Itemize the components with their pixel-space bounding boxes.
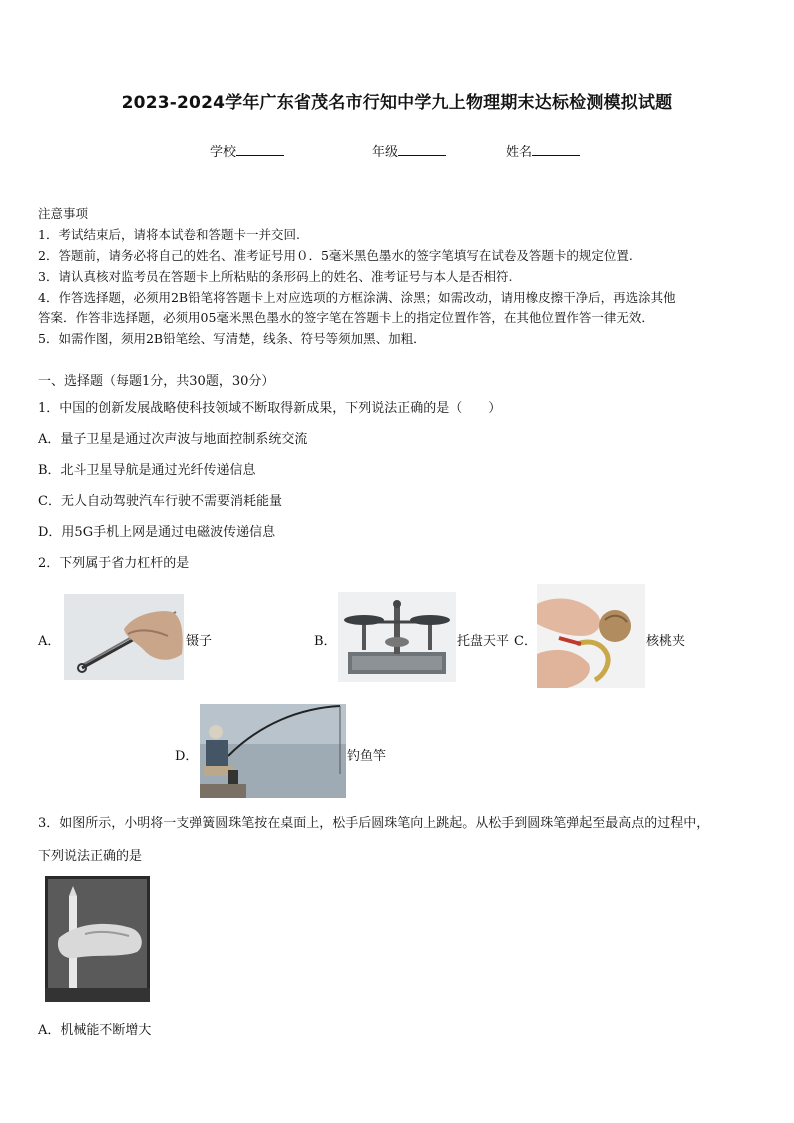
question-2-option-c-caption: 核桃夹 bbox=[646, 634, 686, 649]
question-1-option-a: A．量子卫星是通过次声波与地面控制系统交流 bbox=[38, 432, 308, 447]
notice-item: 5．如需作图，须用2B铅笔绘、写清楚，线条、符号等须加黑、加粗． bbox=[38, 331, 426, 346]
question-1-option-b: B．北斗卫星导航是通过光纤传递信息 bbox=[38, 463, 256, 478]
question-2-option-b-letter: B． bbox=[314, 634, 337, 649]
page-title: 2023-2024学年广东省茂名市行知中学九上物理期末达标检测模拟试题 bbox=[121, 93, 673, 113]
notice-item: 2．答题前，请务必将自己的姓名、准考证号用０．5毫米黑色墨水的签字笔填写在试卷及答题卡的规定位置. bbox=[38, 248, 633, 263]
name-blank bbox=[532, 143, 580, 156]
question-3-option-a: A．机械能不断增大 bbox=[38, 1023, 152, 1038]
balance-scale-image bbox=[338, 592, 456, 682]
pen-press-image bbox=[45, 876, 150, 1002]
notice-item: 答案．作答非选择题，必须用05毫米黑色墨水的签字笔在答题卡上的指定位置作答，在其他位置作答一律无效． bbox=[38, 310, 654, 325]
question-2-stem: 2．下列属于省力杠杆的是 bbox=[38, 556, 190, 571]
question-2-option-a-caption: 镊子 bbox=[186, 634, 213, 649]
question-2-option-d-caption: 钓鱼竿 bbox=[347, 749, 387, 764]
name-label: 姓名 bbox=[506, 145, 533, 160]
question-2-option-a-letter: A． bbox=[38, 634, 61, 649]
question-1-stem: 1．中国的创新发展战略使科技领域不断取得新成果，下列说法正确的是（ ） bbox=[38, 401, 502, 416]
fishing-rod-image bbox=[200, 704, 346, 798]
nutcracker-image bbox=[537, 584, 645, 688]
question-2-option-d-letter: D． bbox=[175, 749, 199, 764]
notice-item: 3．请认真核对监考员在答题卡上所粘贴的条形码上的姓名、准考证号与本人是否相符. bbox=[38, 269, 513, 284]
grade-field bbox=[372, 141, 446, 160]
school-blank bbox=[236, 143, 284, 156]
question-3-stem-line1: 3．如图所示，小明将一支弹簧圆珠笔按在桌面上，松手后圆珠笔向上跳起。从松手到圆珠笔弹起至最高点的过程中， bbox=[38, 816, 710, 831]
question-1-option-c: C．无人自动驾驶汽车行驶不需要消耗能量 bbox=[38, 494, 282, 509]
name-field bbox=[506, 141, 580, 160]
notice-item: 4．作答选择题，必须用2B铅笔将答题卡上对应选项的方框涂满、涂黑；如需改动，请用橡皮擦干净后，再选涂其他 bbox=[38, 290, 676, 305]
section-heading: 一、选择题（每题1分，共30题，30分） bbox=[38, 374, 275, 389]
school-field bbox=[210, 141, 284, 160]
question-3-stem-line2: 下列说法正确的是 bbox=[38, 849, 143, 864]
grade-label: 年级 bbox=[372, 145, 399, 160]
grade-blank bbox=[398, 143, 446, 156]
question-2-option-c-letter: C． bbox=[514, 634, 537, 649]
question-2-option-b-caption: 托盘天平 bbox=[457, 634, 510, 649]
school-label: 学校 bbox=[210, 145, 237, 160]
notice-heading: 注意事项 bbox=[38, 206, 89, 221]
question-1-option-d: D．用5G手机上网是通过电磁波传递信息 bbox=[38, 525, 276, 540]
notice-item: 1．考试结束后，请将本试卷和答题卡一并交回. bbox=[38, 227, 300, 242]
tweezers-image bbox=[64, 594, 184, 680]
